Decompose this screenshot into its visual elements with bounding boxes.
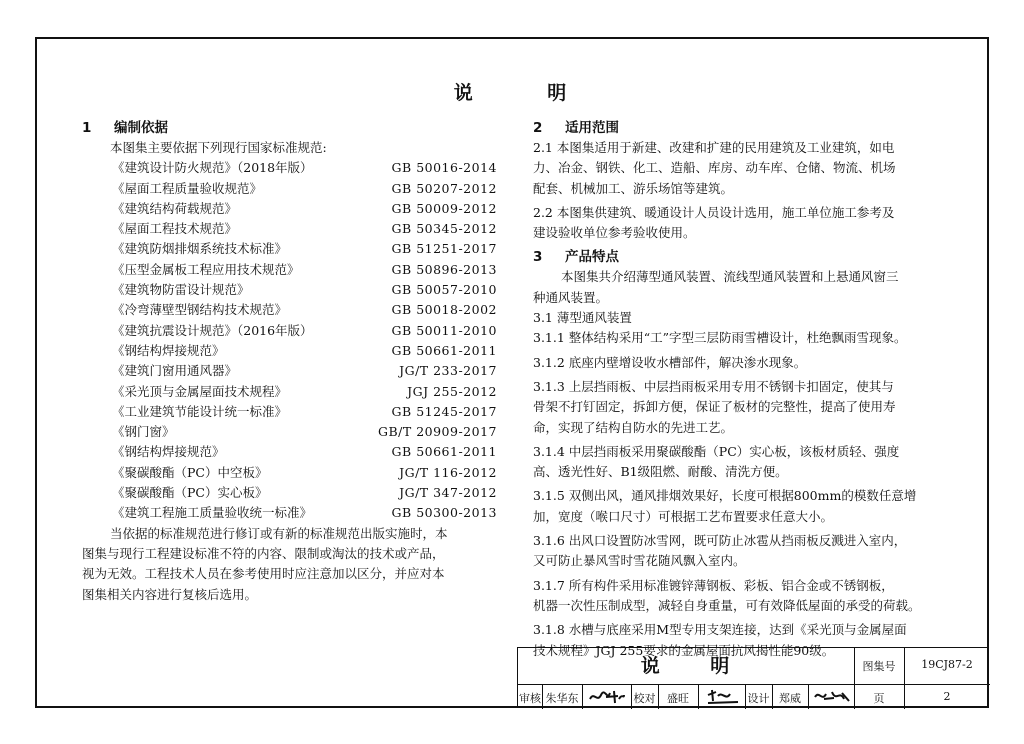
standard-code: GB 50016-2014 (391, 160, 497, 176)
section3-heading (533, 247, 951, 267)
reviewer-name: 朱华东 (545, 692, 579, 705)
text-line: 视为无效。工程技术人员在参考使用时应注意加以区分，并应对本 (82, 566, 445, 582)
standard-code: GB 50018-2002 (391, 302, 497, 318)
paragraph (533, 138, 951, 199)
text-line: 3.1.8 水槽与底座采用M型专用支架连接，达到《采光顶与金属屋面 (533, 622, 907, 638)
text-line: 图集相关内容进行复核后选用。 (82, 586, 258, 602)
section2-number: 2 (533, 120, 543, 136)
paragraph (533, 353, 951, 373)
standard-code: GB 51245-2017 (391, 403, 497, 419)
standard-row (82, 402, 497, 422)
section1-title: 编制依据 (114, 120, 168, 136)
standard-name: 《钢结构焊接规范》 (112, 342, 225, 358)
text-line: 本图集共介绍薄型通风装置、流线型通风装置和上悬通风窗三 (561, 269, 899, 285)
check-label: 校对 (633, 692, 656, 705)
standard-row (82, 341, 497, 361)
standard-name: 《建筑结构荷载规范》 (112, 200, 238, 216)
standard-code: GB 50661-2011 (391, 342, 497, 358)
section2-title: 适用范围 (565, 120, 619, 136)
checker-name: 盛旺 (667, 692, 689, 705)
standard-row (82, 422, 497, 442)
standard-row (82, 179, 497, 199)
text-line: 3.1.3 上层挡雨板、中层挡雨板采用专用不锈钢卡扣固定，使其与 (533, 378, 894, 394)
standard-name: 《冷弯薄壁型钢结构技术规范》 (112, 302, 288, 318)
text-line: 命，实现了结构自防水的先进工艺。 (533, 419, 734, 435)
paragraph (533, 576, 951, 617)
section3-subheading: 3.1 薄型通风装置 (533, 310, 632, 326)
standard-code: JG/T 116-2012 (399, 464, 497, 480)
standard-row (82, 382, 497, 402)
standard-name: 《建筑防烟排烟系统技术标准》 (112, 241, 288, 257)
standard-name: 《聚碳酸酯（PC）实心板》 (112, 485, 268, 501)
text-line: 力、冶金、钢铁、化工、造船、库房、动车库、仓储、物流、机场 (533, 160, 896, 176)
designer-name: 郑威 (779, 692, 801, 705)
section3-intro (533, 267, 951, 308)
page-title: 说 明 (453, 82, 601, 104)
standards-list (82, 158, 497, 523)
title-block-divider (518, 684, 990, 685)
atlas-number: 19CJ87-2 (921, 658, 973, 671)
text-line: 当依据的标准规范进行修订或有新的标准规范出版实施时，本 (110, 525, 448, 541)
standard-row (82, 300, 497, 320)
text-line: 2.1 本图集适用于新建、改建和扩建的民用建筑及工业建筑，如电 (533, 140, 895, 155)
standard-name: 《钢结构焊接规范》 (112, 444, 225, 460)
left-column (82, 118, 497, 605)
atlas-number-label: 图集号 (862, 660, 896, 673)
standard-code: JG/T 233-2017 (399, 363, 497, 379)
paragraph (533, 531, 951, 572)
standard-name: 《屋面工程技术规范》 (112, 221, 238, 237)
standard-row (82, 239, 497, 259)
section1-closing (82, 524, 497, 605)
title-block-divider (698, 684, 699, 709)
text-line: 高、透光性好、B1级阻燃、耐酸、清洗方便。 (533, 464, 788, 480)
standard-row (82, 280, 497, 300)
section3-paragraphs (533, 328, 951, 660)
standard-code: GB 50345-2012 (391, 221, 497, 237)
text-line: 3.1.4 中层挡雨板采用聚碳酸酯（PC）实心板，该板材质轻、强度 (533, 443, 900, 459)
designer-signature (812, 687, 852, 707)
standard-code: GB 51251-2017 (391, 241, 497, 257)
text-line: 3.1.2 底座内壁增设收水槽部件，解决渗水现象。 (533, 354, 807, 370)
standard-row (82, 361, 497, 381)
right-column (533, 118, 951, 665)
standard-name: 《屋面工程质量验收规范》 (112, 180, 263, 196)
title-block-divider (582, 684, 583, 709)
paragraph (533, 442, 951, 483)
checker-signature (704, 687, 742, 707)
standard-name: 《建筑工程施工质量验收统一标准》 (112, 505, 313, 521)
standard-code: GB 50009-2012 (391, 200, 497, 216)
standard-code: GB 50896-2013 (391, 261, 497, 277)
design-label: 设计 (747, 692, 770, 705)
text-line: 3.1.5 双侧出风，通风排烟效果好，长度可根据800mm的模数任意增 (533, 488, 917, 504)
section2-paragraphs (533, 138, 951, 243)
paragraph (533, 377, 951, 438)
standard-row (82, 463, 497, 483)
text-line: 骨架不打钉固定，拆卸方便，保证了板材的完整性，提高了使用寿 (533, 399, 896, 415)
text-line: 加，宽度（喉口尺寸）可根据工艺布置要求任意大小。 (533, 508, 834, 524)
section3-number: 3 (533, 249, 543, 266)
standard-name: 《建筑物防雷设计规范》 (112, 282, 250, 298)
text-line: 建设验收单位参考验收使用。 (533, 225, 696, 241)
title-block-divider (808, 684, 809, 709)
standard-name: 《采光顶与金属屋面技术规程》 (112, 383, 288, 399)
section2-heading (533, 118, 951, 138)
text-line: 2.2 本图集供建筑、暖通设计人员设计选用，施工单位施工参考及 (533, 204, 895, 220)
page-number: 2 (943, 690, 951, 703)
text-line: 3.1.7 所有构件采用标准镀锌薄钢板、彩板、铝合金或不锈钢板， (533, 577, 894, 593)
title-block (517, 647, 989, 708)
standard-row (82, 442, 497, 462)
standard-row (82, 321, 497, 341)
paragraph (533, 203, 951, 244)
title-block-title: 说 明 (640, 655, 752, 677)
standard-code: GB 50300-2013 (391, 505, 497, 521)
text-line: 技术规程》JGJ 255要求的金属屋面抗风揭性能90级。 (533, 642, 835, 658)
standard-name: 《聚碳酸酯（PC）中空板》 (112, 464, 268, 480)
standard-row (82, 199, 497, 219)
standard-name: 《压型金属板工程应用技术规范》 (112, 261, 300, 277)
text-line: 3.1.6 出风口设置防冰雪网，既可防止冰雹从挡雨板反溅进入室内， (533, 533, 907, 549)
standard-row (82, 158, 497, 178)
paragraph (533, 328, 951, 348)
standard-name: 《建筑抗震设计规范》（2016年版） (112, 322, 313, 338)
standard-code: GB 50207-2012 (391, 180, 497, 196)
standard-code: GB 50661-2011 (391, 444, 497, 460)
reviewer-signature (588, 687, 626, 707)
text-line: 种通风装置。 (533, 289, 609, 305)
text-line: 3.1.1 整体结构采用“工”字型三层防雨雪槽设计，杜绝飘雨雪现象。 (533, 330, 907, 346)
standard-code: GB 50011-2010 (391, 322, 497, 338)
section1-heading (82, 118, 497, 138)
paragraph (533, 486, 951, 527)
text-line: 机器一次性压制成型，减轻自身重量，可有效降低屋面的承受的荷载。 (533, 597, 921, 613)
standard-code: GB/T 20909-2017 (378, 424, 497, 440)
section1-intro: 本图集主要依据下列现行国家标准规范: (110, 140, 327, 155)
standard-row (82, 503, 497, 523)
standard-code: GB 50057-2010 (391, 282, 497, 298)
standard-row (82, 260, 497, 280)
text-line: 又可防止暴风雪时雪花随风飘入室内。 (533, 553, 746, 569)
standard-code: JGJ 255-2012 (407, 383, 497, 399)
section1-number: 1 (82, 120, 92, 136)
standard-name: 《建筑设计防火规范》（2018年版） (112, 160, 313, 176)
standard-name: 《工业建筑节能设计统一标准》 (112, 403, 288, 419)
standard-name: 《钢门窗》 (112, 424, 175, 440)
text-line: 配套、机械加工、游乐场馆等建筑。 (533, 180, 734, 196)
standard-code: JG/T 347-2012 (399, 485, 497, 501)
text-line: 图集与现行工程建设标准不符的内容、限制或淘汰的技术或产品， (82, 545, 445, 561)
page-label: 页 (873, 692, 885, 705)
standard-name: 《建筑门窗用通风器》 (112, 363, 238, 379)
standard-row (82, 219, 497, 239)
standard-row (82, 483, 497, 503)
section3-title: 产品特点 (565, 249, 619, 266)
review-label: 审核 (519, 692, 541, 705)
